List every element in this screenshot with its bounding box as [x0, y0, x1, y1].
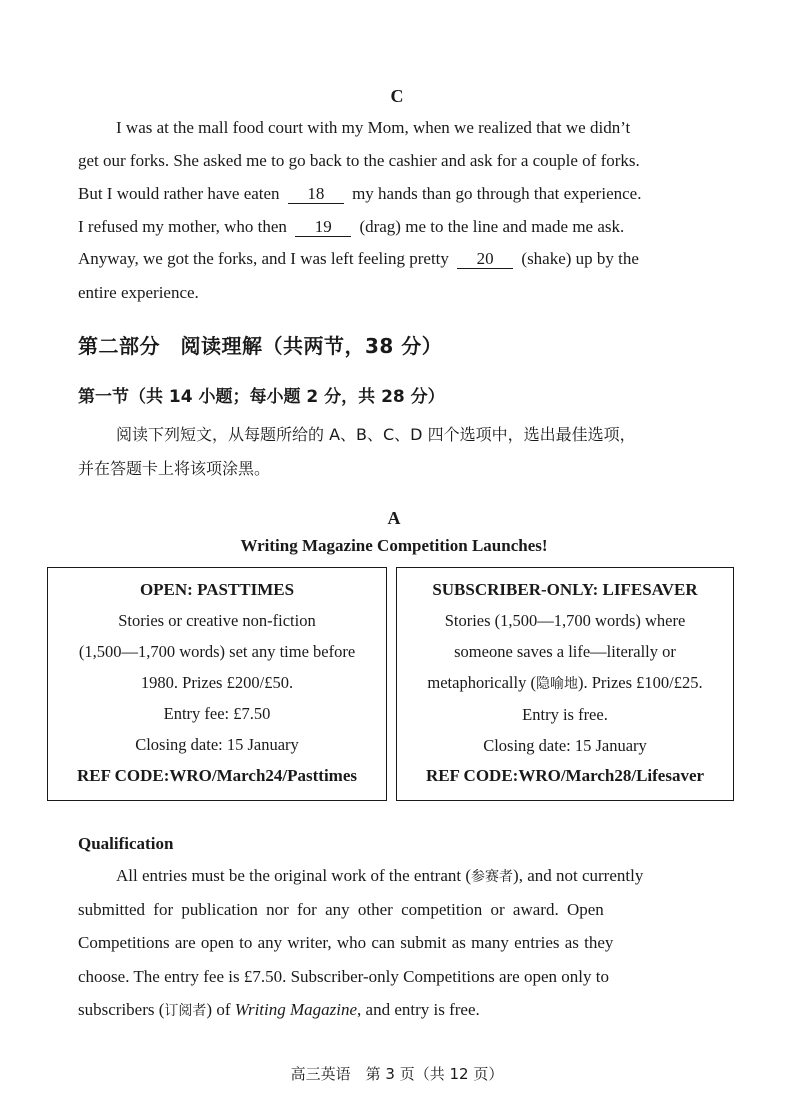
box-closing-date: Closing date: 15 January — [135, 735, 299, 754]
section-1-heading: 第一节（共 14 小题；每小题 2 分，共 28 分） — [78, 387, 445, 407]
passage-c-line-2: get our forks. She asked me to go back to the cashier and ask for a couple of forks. — [78, 151, 640, 170]
box-title: OPEN: PASTTIMES — [139, 580, 295, 599]
box-line: (1,500—1,700 words) set any time before — [78, 642, 356, 661]
passage-c-text: (shake) up by the — [521, 249, 639, 268]
page-footer: 高三英语 第 3 页（共 12 页） — [290, 1065, 504, 1083]
box-title: SUBSCRIBER-ONLY: LIFESAVER — [432, 580, 698, 599]
box-line-text: ). Prizes £100/£25. — [577, 673, 703, 692]
instruction-line-2: 并在答题卡上将该项涂黑。 — [78, 459, 271, 478]
passage-c-text: I refused my mother, who then — [78, 217, 287, 236]
passage-c-line-6: entire experience. — [78, 283, 199, 302]
competition-box-pasttimes — [47, 567, 387, 801]
box-line: 1980. Prizes £200/£50. — [140, 673, 294, 692]
box-line: Stories or creative non-fiction — [118, 611, 316, 630]
box-closing-date: Closing date: 15 January — [483, 736, 647, 755]
box-line-text: metaphorically ( — [427, 673, 536, 692]
box-line — [397, 673, 733, 694]
passage-letter-a: A — [387, 508, 401, 528]
para-text: All entries must be the original work of the entrant ( — [116, 866, 472, 885]
box-line: Stories (1,500—1,700 words) where — [444, 611, 686, 630]
passage-c-text: my hands than go through that experience. — [352, 184, 642, 203]
box-ref-code: REF CODE:WRO/March24/Pasttimes — [77, 766, 357, 785]
passage-c-line-4 — [78, 217, 706, 237]
gloss-subscribers: 订阅者 — [164, 1003, 207, 1019]
passage-a-title: Writing Magazine Competition Launches! — [240, 536, 548, 555]
passage-c-text: (drag) me to the line and made me ask. — [359, 217, 625, 236]
magazine-name: Writing Magazine — [234, 1000, 358, 1019]
box-entry-fee: Entry is free. — [522, 705, 608, 724]
passage-c-line-3 — [78, 184, 706, 204]
passage-c-line-1: I was at the mall food court with my Mom, when we realized that we didn’t — [116, 118, 631, 137]
passage-c-line-5 — [78, 249, 706, 269]
qualification-line-5 — [78, 1000, 712, 1021]
para-text: ) of — [206, 1000, 235, 1019]
passage-c-text: But I would rather have eaten — [78, 184, 280, 203]
passage-c-text: Anyway, we got the forks, and I was left feeling pretty — [78, 249, 449, 268]
part-2-heading: 第二部分 阅读理解（共两节，38 分） — [78, 334, 443, 358]
para-text: , and entry is free. — [357, 1000, 480, 1019]
qualification-line-4: choose. The entry fee is £7.50. Subscriber-only Competitions are open only to — [78, 967, 609, 986]
box-line: someone saves a life—literally or — [454, 642, 676, 661]
box-entry-fee: Entry fee: £7.50 — [163, 704, 271, 723]
gloss-metaphorically: 隐喻地 — [535, 676, 578, 692]
qualification-line-2: submitted for publication nor for any other competition or award. Open — [78, 900, 604, 919]
blank-20: 20 — [457, 250, 513, 269]
instruction-line-1: 阅读下列短文，从每题所给的 A、B、C、D 四个选项中，选出最佳选项， — [116, 425, 636, 444]
competition-box-lifesaver — [396, 567, 734, 801]
box-ref-code: REF CODE:WRO/March28/Lifesaver — [425, 766, 705, 785]
section-letter-c: C — [390, 86, 404, 106]
blank-19: 19 — [295, 218, 351, 237]
gloss-entrant: 参赛者 — [471, 869, 514, 885]
qualification-line-1 — [116, 866, 750, 887]
para-text: ), and not currently — [513, 866, 644, 885]
qualification-line-3: Competitions are open to any writer, who can submit as many entries as they — [78, 933, 614, 952]
para-text: subscribers ( — [78, 1000, 165, 1019]
blank-18: 18 — [288, 185, 344, 204]
qualification-heading: Qualification — [78, 834, 174, 853]
